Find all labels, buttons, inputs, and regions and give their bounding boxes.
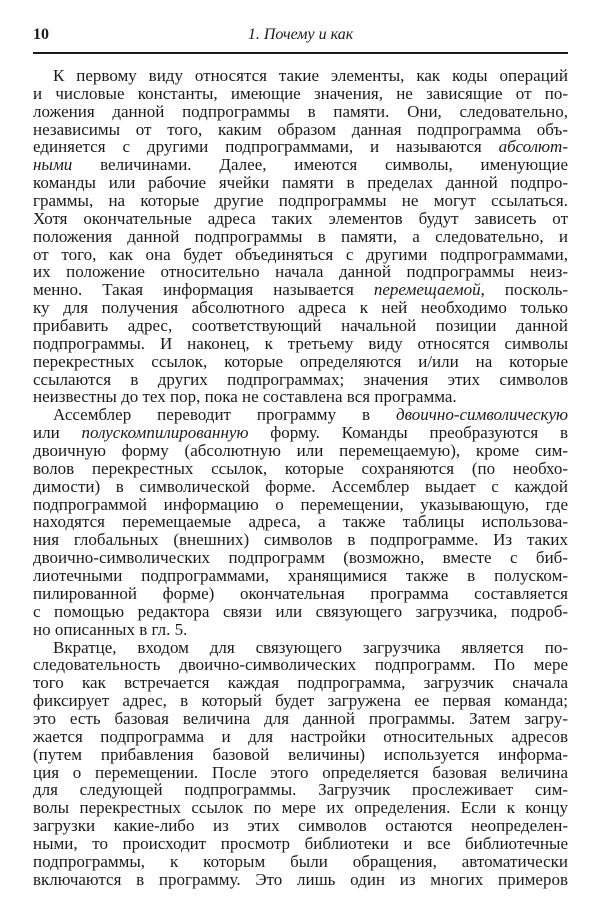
body-text (33, 67, 568, 889)
text-segment: ложения данной подпрограммы в памяти. Они, следовательно, (33, 101, 568, 121)
text-line (33, 228, 568, 246)
text-line (33, 424, 568, 442)
text-segment: включаются в программу. Это лишь один из многих примеров (33, 869, 568, 889)
text-line (33, 639, 568, 657)
text-segment: единяется с другими подпрограммами, и называются (33, 137, 499, 157)
text-line (33, 121, 568, 139)
text-line (33, 478, 568, 496)
text-segment: это есть базовая величина для данной программы. Затем загру- (33, 708, 568, 728)
italic-term: абсолют- (498, 137, 568, 157)
text-segment: Вкратце, входом для связующего загрузчика является по- (53, 637, 568, 657)
text-segment: Хотя окончательные адреса таких элементов будут зависеть от (33, 208, 568, 228)
text-segment: следовательность двоично-символических подпрограмм. По мере (33, 655, 568, 675)
text-segment: граммы, на которые другие подпрограммы не могут ссылаться. (33, 191, 568, 211)
text-line (33, 835, 568, 853)
text-line (33, 174, 568, 192)
text-segment: команды или рабочие ячейки памяти в пределах данной подпро- (33, 173, 568, 193)
text-line (33, 621, 568, 639)
text-segment: положения данной подпрограммы в памяти, а следовательно, и (33, 226, 568, 246)
running-title: 1. Почему и как (247, 26, 354, 43)
text-line (33, 728, 568, 746)
text-line (33, 67, 568, 85)
text-segment: прибавить адрес, соответствующий начальной позиции данной (33, 316, 568, 336)
text-segment: или (33, 423, 82, 443)
text-line (33, 853, 568, 871)
text-line (33, 263, 568, 281)
italic-term: перемещаемой (373, 280, 481, 300)
text-line (33, 799, 568, 817)
text-line (33, 692, 568, 710)
italic-term: ными (33, 155, 73, 175)
text-segment: загрузки какие-либо из этих символов остаются неопределен- (33, 816, 568, 836)
text-line (33, 710, 568, 728)
text-segment: подпрограммой информацию о перемещении, указывающую, где (33, 494, 568, 514)
text-segment: волов перекрестных ссылок, которые сохраняются (по необхо- (33, 458, 568, 478)
text-line (33, 103, 568, 121)
text-line (33, 442, 568, 460)
text-line (33, 371, 568, 389)
text-line (33, 496, 568, 514)
text-line (33, 531, 568, 549)
paragraph (33, 67, 568, 406)
text-segment: подпрограммы. И наконец, к третьему виду относятся символы (33, 333, 568, 353)
text-line (33, 674, 568, 692)
text-segment: того как встречается каждая подпрограмма, загрузчик сначала (33, 673, 568, 693)
text-segment: (путем прибавления базовой величины) используется информа- (33, 744, 568, 764)
text-segment: независимы от того, каким образом данная подпрограмма объ- (33, 119, 568, 139)
text-line (33, 281, 568, 299)
text-segment: пилированной форме) окончательная программа составляется (33, 583, 568, 603)
page-number: 10 (33, 26, 49, 43)
text-line (33, 549, 568, 567)
text-segment: лиотечными подпрограммами, хранящимися также в полуском- (33, 566, 568, 586)
text-segment: фиксирует адрес, в который будет загружена ее первая команда; (33, 691, 568, 711)
text-line (33, 817, 568, 835)
running-header (33, 26, 568, 48)
header-rule (33, 52, 568, 54)
text-segment: двоично-символических подпрограмм (возможно, вместе с биб- (33, 548, 568, 568)
text-line (33, 335, 568, 353)
text-line (33, 460, 568, 478)
text-line (33, 781, 568, 799)
paragraph (33, 639, 568, 889)
text-line (33, 585, 568, 603)
text-line (33, 746, 568, 764)
text-line (33, 388, 568, 406)
text-line (33, 138, 568, 156)
text-line (33, 156, 568, 174)
text-segment: двоичную форму (абсолютную или перемещаемую), кроме сим- (33, 441, 568, 461)
text-segment: с помощью редактора связи или связующего загрузчика, подроб- (33, 601, 568, 621)
text-segment: но описанных в гл. 5. (33, 619, 188, 639)
text-segment: ция о перемещении. После этого определяется базовая величина (33, 762, 568, 782)
text-segment: величинами. Далее, имеются символы, именующие (72, 155, 568, 175)
text-line (33, 567, 568, 585)
text-segment: Ассемблер переводит программу в (53, 405, 397, 425)
text-segment: перекрестных ссылок, которые определяются и/или на которые (33, 351, 568, 371)
text-segment: менно. Такая информация называется (33, 280, 374, 300)
text-line (33, 656, 568, 674)
text-segment: димости) в символической форме. Ассемблер выдает с каждой (33, 476, 568, 496)
text-line (33, 406, 568, 424)
text-segment: находятся перемещаемые адреса, а также таблицы использова- (33, 512, 568, 532)
text-line (33, 246, 568, 264)
text-line (33, 85, 568, 103)
text-segment: для следующей подпрограммы. Загрузчик прослеживает сим- (33, 780, 568, 800)
text-segment: ными, то происходит просмотр библиотеки и все библиотечные (33, 833, 568, 853)
text-segment: их положение относительно начала данной подпрограммы неиз- (33, 262, 568, 282)
italic-term: двоично-символическую (396, 405, 568, 425)
text-segment: жается подпрограмма и для настройки относительных адресов (33, 726, 568, 746)
text-segment: К первому виду относятся такие элементы, как коды операций (53, 66, 568, 85)
text-segment: ния глобальных (внешних) символов в подпрограмме. Из таких (33, 530, 568, 550)
text-line (33, 603, 568, 621)
text-line (33, 210, 568, 228)
text-segment: волы перекрестных ссылок по мере их определения. Если к концу (33, 798, 568, 818)
text-segment: ку для получения абсолютного адреса к ней необходимо только (33, 298, 568, 318)
text-line (33, 192, 568, 210)
text-line (33, 871, 568, 889)
text-segment: подпрограммы, к которым были обращения, автоматически (33, 851, 568, 871)
text-segment: ссылаются в других подпрограммах; значения этих символов (33, 369, 568, 389)
text-segment: форму. Команды преобразуются в (248, 423, 568, 443)
text-line (33, 513, 568, 531)
italic-term: полускомпилированную (81, 423, 249, 443)
text-segment: от того, как она будет объединяться с другими подпрограммами, (33, 244, 568, 264)
text-segment: , посколь- (480, 280, 568, 300)
paragraph (33, 406, 568, 638)
text-segment: неизвестны до тех пор, пока не составлена вся программа. (33, 387, 457, 407)
text-segment: и числовые константы, имеющие значения, не зависящие от по- (33, 83, 568, 103)
text-line (33, 764, 568, 782)
text-line (33, 317, 568, 335)
text-line (33, 299, 568, 317)
text-line (33, 353, 568, 371)
